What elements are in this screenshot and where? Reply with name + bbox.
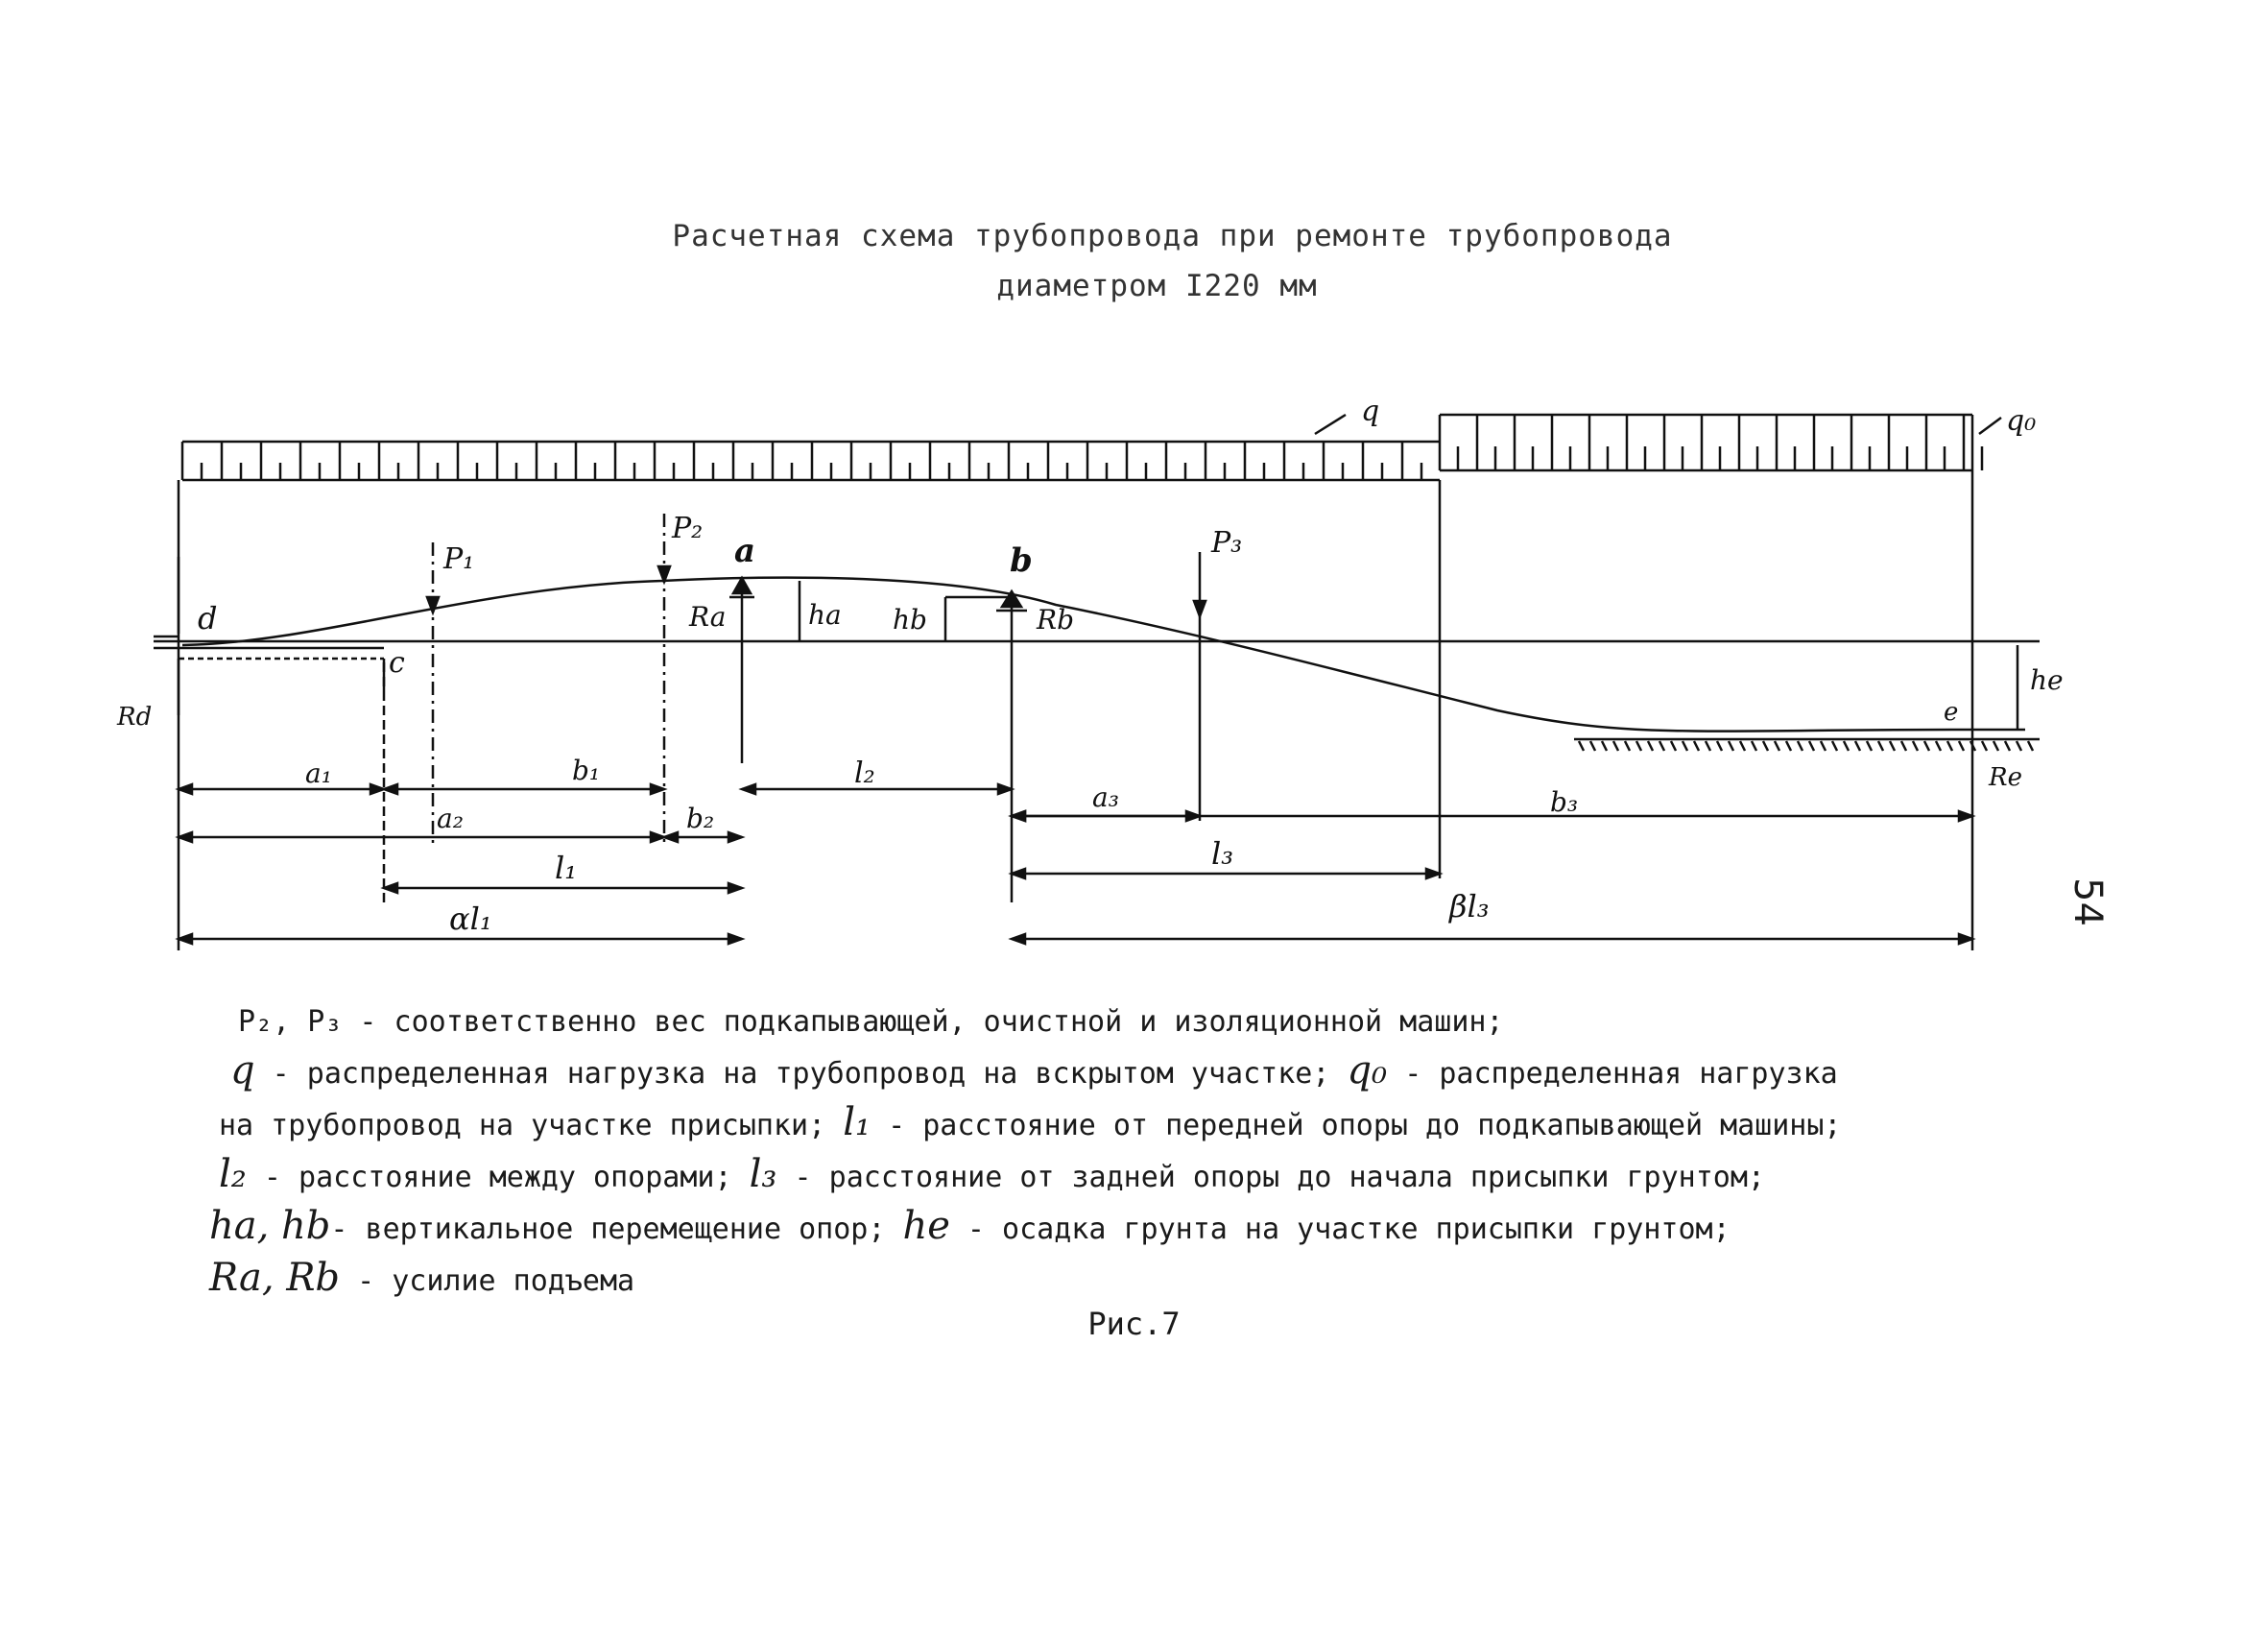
legend-line-6: Ra, Rb - усилие подъема (209, 1256, 635, 1300)
label-q: q (1361, 395, 1380, 428)
label-alpha-l1: αl₁ (449, 901, 492, 937)
label-p1: P₁ (443, 542, 475, 576)
ground-hatch (1867, 741, 1872, 751)
ground-hatch (1993, 741, 1998, 751)
ground-hatch (1936, 741, 1941, 751)
ground-hatch (1729, 741, 1733, 751)
label-rb: Rb (1037, 604, 1075, 636)
ground-hatch (1659, 741, 1664, 751)
ground-hatch (1809, 741, 1814, 751)
legend-line-3: на трубопровод на участке присыпки; l₁ - расстояние от передней опоры до подкапывающей машины; (219, 1100, 1842, 1144)
label-hb: hb (893, 604, 927, 636)
ground-hatch (1959, 741, 1964, 751)
label-q0: q₀ (2006, 404, 2037, 438)
ground-hatch (1636, 741, 1641, 751)
label-b3: b₃ (1550, 786, 1579, 818)
label-l2: l₂ (854, 756, 875, 790)
legend-symbol-he: he (902, 1204, 950, 1248)
ground-hatch (2005, 741, 2010, 751)
legend-symbol-ha-hb: ha, hb (209, 1204, 331, 1248)
legend (209, 998, 2081, 1306)
ground-hatch (1625, 741, 1630, 751)
ground-hatch (1706, 741, 1710, 751)
ground-hatch (1763, 741, 1768, 751)
label-a1: a₁ (305, 757, 332, 789)
ground-hatch (1694, 741, 1699, 751)
legend-symbol-q: q (230, 1048, 255, 1093)
ground-hatch (1613, 741, 1618, 751)
diagram-title-line-2: диаметром I220 мм (996, 269, 1318, 303)
figure-caption: Рис.7 (1087, 1306, 1181, 1342)
label-l3: l₃ (1211, 835, 1234, 872)
label-a2: a₂ (437, 803, 464, 834)
legend-symbol-l1: l₁ (843, 1100, 871, 1144)
legend-symbol-l3: l₃ (749, 1152, 777, 1196)
ground-hatch (1832, 741, 1837, 751)
label-point-e: e (1944, 698, 1959, 727)
label-re: Re (1989, 763, 2022, 792)
legend-line-4: l₂ - расстояние между опорами; l₃ - расстояние от задней опоры до начала присыпки грунтом; (219, 1152, 1765, 1196)
legend-symbol-l2: l₂ (219, 1152, 247, 1196)
label-l1: l₁ (555, 850, 578, 886)
ground-hatch (1648, 741, 1653, 751)
legend-line-5: ha, hb- вертикальное перемещение опор; he - осадка грунта на участке присыпки грунтом; (209, 1204, 1731, 1248)
ground-hatch (1590, 741, 1595, 751)
ground-hatch (1579, 741, 1584, 751)
ground-hatch (1602, 741, 1607, 751)
ground-hatch (1913, 741, 1918, 751)
ground-hatch (1752, 741, 1756, 751)
label-b1: b₁ (572, 755, 601, 786)
ground-hatch (1683, 741, 1687, 751)
legend-symbol-ra-rb: Ra, Rb (209, 1256, 341, 1300)
ground-hatch (1901, 741, 1906, 751)
ground-hatch (1878, 741, 1883, 751)
label-he: he (2030, 664, 2064, 696)
label-p2: P₂ (672, 512, 704, 545)
ground-hatch (1890, 741, 1895, 751)
ground-hatch (1855, 741, 1860, 751)
ground-hatch (1671, 741, 1676, 751)
ground-hatch (1798, 741, 1802, 751)
ground-hatch (1924, 741, 1929, 751)
page-number: 54 (2065, 877, 2110, 926)
ground-hatch (1947, 741, 1952, 751)
label-point-c: c (389, 646, 405, 680)
label-b2: b₂ (686, 803, 715, 834)
ground-hatch (1982, 741, 1987, 751)
label-a3: a₃ (1092, 781, 1119, 813)
diagram-title-line-1: Расчетная схема трубопровода при ремонте трубопровода (672, 219, 1673, 253)
ground-hatch (2017, 741, 2021, 751)
ground-hatch (1844, 741, 1849, 751)
pipe-deflection-curve (182, 578, 2025, 732)
distributed-load-q (182, 442, 1440, 480)
label-rd: Rd (117, 703, 153, 732)
ground-hatch (2028, 741, 2033, 751)
label-p3: P₃ (1211, 526, 1243, 560)
label-ra: Ra (689, 601, 727, 633)
ground-hatch (1717, 741, 1722, 751)
ground-hatch (1821, 741, 1826, 751)
label-point-a: a (734, 532, 756, 570)
legend-symbol-p2-p3: P₂, P₃ (238, 1005, 343, 1039)
legend-line-1: P₂, P₃ - соответственно вес подкапывающей, очистной и изоляционной машин; (238, 1005, 1504, 1039)
ground-hatch (1775, 741, 1779, 751)
label-ha: ha (808, 599, 842, 631)
label-point-d: d (198, 600, 218, 636)
distributed-load-q0 (1440, 415, 1982, 470)
legend-line-2: q - распределенная нагрузка на трубопровод на вскрытом участке; q₀ - распределенная нагрузка (230, 1048, 1838, 1093)
ground-hatch (1740, 741, 1745, 751)
label-beta-l3: βl₃ (1449, 888, 1490, 925)
ground-hatch (1786, 741, 1791, 751)
label-point-b: b (1010, 541, 1033, 580)
legend-symbol-q0: q₀ (1347, 1048, 1388, 1093)
